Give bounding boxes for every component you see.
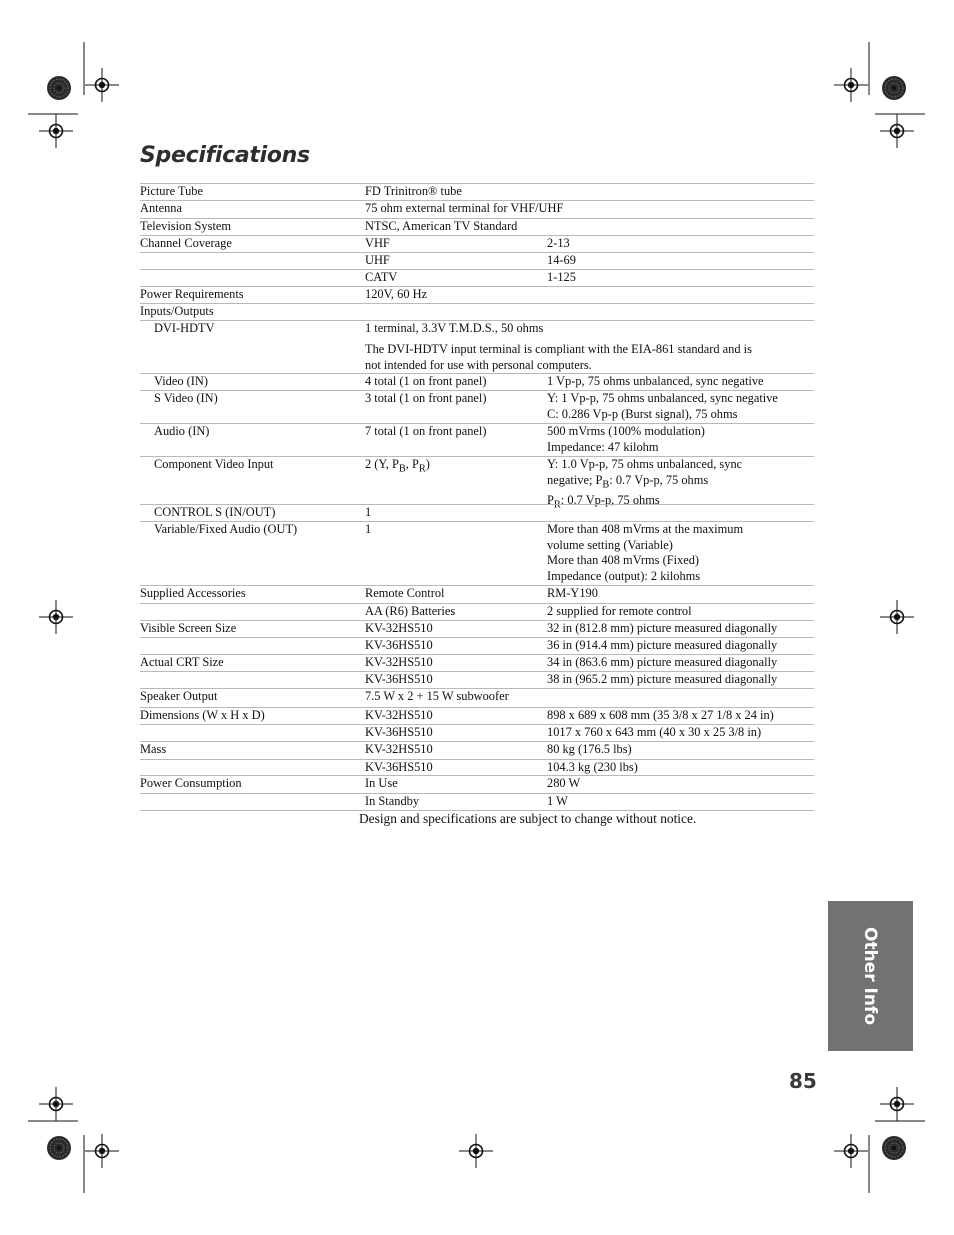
spec-value: 7.5 W x 2 + 15 W subwoofer — [365, 689, 509, 703]
spec-value: UHF — [365, 253, 390, 267]
table-row — [140, 521, 814, 586]
spec-label: Picture Tube — [140, 184, 203, 198]
spec-detail: 32 in (812.8 mm) picture measured diagonally — [547, 621, 778, 635]
spec-label: Variable/Fixed Audio (OUT) — [154, 522, 298, 536]
table-row — [140, 620, 814, 638]
spec-detail: 1-125 — [547, 270, 576, 284]
spec-value: 1 terminal, 3.3V T.M.D.S., 50 ohms — [365, 321, 544, 335]
spec-label: Dimensions (W x H x D) — [140, 708, 265, 722]
spec-detail: 104.3 kg (230 lbs) — [547, 760, 638, 774]
spec-detail: 14-69 — [547, 253, 576, 267]
spec-value: FD Trinitron® tube — [365, 184, 462, 198]
table-row — [140, 707, 814, 725]
table-row — [140, 423, 814, 457]
table-row — [140, 724, 814, 742]
table-row — [140, 741, 814, 760]
spec-label: Component Video Input — [154, 457, 274, 471]
spec-value: KV-32HS510 — [365, 742, 433, 756]
spec-detail: 500 mVrms (100% modulation) Impedance: 47 kilohm — [547, 424, 705, 454]
spec-label: Power Requirements — [140, 287, 244, 301]
spec-value: KV-32HS510 — [365, 708, 433, 722]
spec-label: Actual CRT Size — [140, 655, 224, 669]
table-row — [140, 688, 814, 708]
spec-detail: More than 408 mVrms at the maximum volume setting (Variable) More than 408 mVrms (Fixed) Impedance (output): 2 kilohms — [547, 522, 744, 583]
spec-detail: 2-13 — [547, 236, 570, 250]
table-row — [140, 269, 814, 287]
table-row — [140, 218, 814, 236]
spec-detail: 1 W — [547, 794, 568, 808]
spec-detail: 38 in (965.2 mm) picture measured diagonally — [547, 672, 778, 686]
table-row — [140, 183, 814, 201]
spec-detail: 1 Vp-p, 75 ohms unbalanced, sync negative — [547, 374, 764, 388]
spec-value: VHF — [365, 236, 390, 250]
spec-label: Television System — [140, 219, 232, 233]
spec-value: CATV — [365, 270, 398, 284]
table-row — [140, 671, 814, 689]
spec-label: Antenna — [140, 201, 182, 215]
table-row — [140, 235, 814, 253]
spec-label: Video (IN) — [154, 374, 208, 388]
spec-label: S Video (IN) — [154, 391, 218, 405]
table-row — [140, 637, 814, 655]
page-title: Specifications — [140, 143, 310, 168]
spec-value: 120V, 60 Hz — [365, 287, 428, 301]
spec-label: Speaker Output — [140, 689, 218, 703]
spec-value: In Use — [365, 776, 398, 790]
table-row — [140, 775, 814, 794]
table-row — [140, 654, 814, 672]
spec-value: KV-32HS510 — [365, 621, 433, 635]
table-row — [140, 286, 814, 304]
table-row — [140, 320, 814, 374]
table-row — [140, 456, 814, 511]
spec-value: 1 — [365, 522, 372, 536]
table-row — [140, 759, 814, 776]
spec-value: KV-36HS510 — [365, 672, 433, 686]
table-row — [140, 504, 814, 522]
spec-value: KV-36HS510 — [365, 638, 433, 652]
disclaimer-note: Design and specifications are subject to change without notice. — [359, 811, 697, 826]
spec-value: KV-36HS510 — [365, 725, 433, 739]
spec-label: DVI-HDTV — [154, 321, 215, 335]
section-tab-other-info[interactable] — [828, 901, 913, 1051]
spec-value: KV-32HS510 — [365, 655, 433, 669]
spec-detail: 34 in (863.6 mm) picture measured diagonally — [547, 655, 778, 669]
spec-label: Inputs/Outputs — [140, 304, 214, 318]
table-row — [140, 200, 814, 219]
spec-value: In Standby — [365, 794, 420, 808]
spec-label: Mass — [140, 742, 167, 756]
spec-value: 1 — [365, 505, 372, 519]
table-row — [140, 252, 814, 270]
spec-detail: 2 supplied for remote control — [547, 604, 692, 618]
table-row — [140, 373, 814, 391]
table-row — [140, 585, 814, 604]
spec-value: 3 total (1 on front panel) — [365, 391, 487, 405]
spec-value: 2 (Y, $P_B$, $P_R$) — [365, 457, 430, 475]
table-row — [140, 390, 814, 424]
spec-label: CONTROL S (IN/OUT) — [154, 505, 276, 519]
table-row — [140, 603, 814, 621]
section-tab-label: Other Info — [860, 926, 880, 1026]
spec-value: 7 total (1 on front panel) — [365, 424, 487, 438]
spec-detail: 36 in (914.4 mm) picture measured diagonally — [547, 638, 778, 652]
spec-label: Audio (IN) — [154, 424, 210, 438]
spec-detail: 898 x 689 x 608 mm (35 3/8 x 27 1/8 x 24 in) — [547, 708, 774, 722]
spec-value: 4 total (1 on front panel) — [365, 374, 487, 388]
spec-value: Remote Control — [365, 586, 445, 600]
page-number: 85 — [789, 1069, 817, 1093]
spec-label: Visible Screen Size — [140, 621, 237, 635]
spec-detail: 80 kg (176.5 lbs) — [547, 742, 632, 756]
spec-value: AA (R6) Batteries — [365, 604, 456, 618]
spec-detail: 280 W — [547, 776, 581, 790]
spec-value: KV-36HS510 — [365, 760, 433, 774]
spec-label: Channel Coverage — [140, 236, 232, 250]
spec-label: Power Consumption — [140, 776, 242, 790]
spec-detail: 1017 x 760 x 643 mm (40 x 30 x 25 3/8 in) — [547, 725, 762, 739]
table-row — [140, 793, 814, 811]
spec-detail: Y: 1.0 Vp-p, 75 ohms unbalanced, sync negative; $P_B$: 0.7 Vp-p, 75 ohms $P_R$: 0.7 Vp-p, 75 ohms — [547, 457, 743, 511]
table-row — [140, 303, 814, 321]
spec-value: 75 ohm external terminal for VHF/UHF — [365, 201, 564, 215]
spec-detail: Y: 1 Vp-p, 75 ohms unbalanced, sync negative C: 0.286 Vp-p (Burst signal), 75 ohms — [547, 391, 778, 421]
spec-label: Supplied Accessories — [140, 586, 246, 600]
spec-note: The DVI-HDTV input terminal is compliant with the EIA-861 standard and is not intended for use with personal computers. — [365, 342, 752, 372]
spec-detail: RM-Y190 — [547, 586, 598, 600]
spec-value: NTSC, American TV Standard — [365, 219, 518, 233]
